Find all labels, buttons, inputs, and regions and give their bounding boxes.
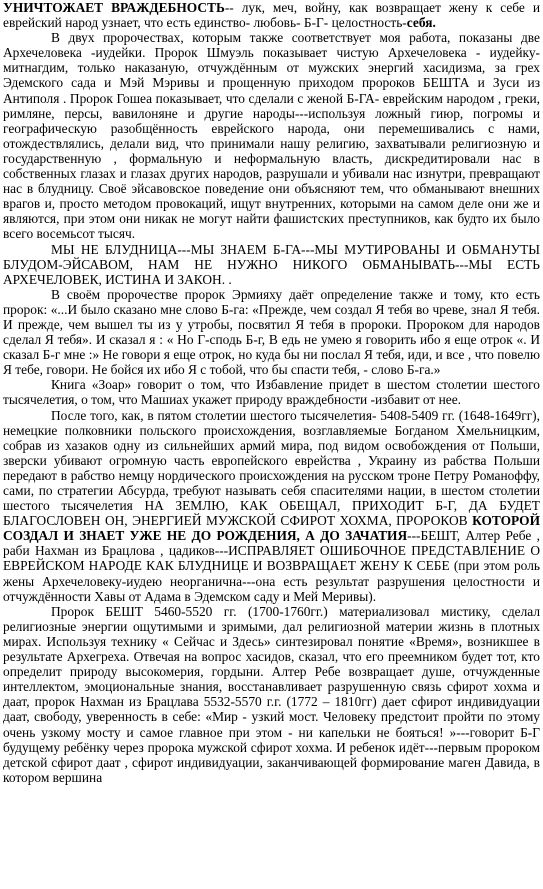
paragraph-6-bold: КОТОРОЙ СОЗДАЛ И ЗНАЕТ УЖЕ НЕ ДО РОЖДЕНИЯ, А ДО ЗАЧАТИЯ (3, 513, 540, 544)
paragraph-6-text: После того, как, в пятом столетии шестого тысячелетия- 5408-5409 гг. (1648-1649гг), немецкие полковники польского происхождения, возглавляемые Богданом Хмельницким, собрав из хазаков одну из сильнейших армий мира, под видом освобождения от Польши, зверски убивают огромную часть европейского еврейства , Украину из рабства Польши передают в рабство немцу нордического происхождения на русском троне Петру Романоффу, сами, по стратегии Абсурда, требуют называть себя спасителями нации, в шестом столетии шестого тысячелетия НА ЗЕМЛЮ, КАК ОБЕЩАЛ, ПРИХОДИТ Б-Г, ДА БУДЕТ БЛАГОСЛОВЕН ОН, ЭНЕРГИЕЙ МУЖСКОЙ СФИРОТ ХОХМА, ПРОРОКОВ (3, 407, 540, 529)
paragraph-5: Книга «Зоар» говорит о том, что Избавление придет в шестом столетии шестого тысячелетия, о том, что Машиах укажет природу враждебности -избавит от нее. (3, 377, 540, 408)
paragraph-1-lead: УНИЧТОЖАЕТ ВРАЖДЕБНОСТЬ (3, 0, 225, 15)
paragraph-7: Пророк БЕШТ 5460-5520 гг. (1700-1760гг.) материализовал мистику, сделал религиозные энергии ощутимыми и зримыми, дал религиозной материи жизнь в плотных мирах. Используя технику « Сейчас и Здесь» синтезировал понятие «Время», возникшее в результате Архегреха. Отвечая на вопрос хасидов, сказал, что его преемником будет тот, кто определит природу высокомерия, гордыни. Алтер Ребе возвращает душе, отчужденные интеллектом, эмоциональные знания, восстанавливает разрушенную связь сфирот хохма и даат, пророк Нахман из Брацлава 5532-5570 г.г. (1772 – 1810гг) дает сфирот индивидуации даат, свободу, уверенность в себе: «Мир - узкий мост. Человеку предстоит пройти по этому очень узкому мосту и самое главное при этом - ни капельки не бояться! »---говорит Б-Г будущему ребёнку через пророка мужской сфирот хохма. И ребенок идёт---первым пророком детской сфирот даат , сфирот индивидуации, заканчивающей формирование маген Давида, в котором вершина (3, 603, 540, 785)
paragraph-3-caps: МЫ НЕ БЛУДНИЦА---МЫ ЗНАЕМ Б-ГА---МЫ МУТИРОВАНЫ И ОБМАНУТЫ БЛУДОМ-ЭЙСАВОМ, НАМ НЕ НУЖНО НИКОГО ОБМАНЫВАТЬ---МЫ ЕСТЬ АРХЕЧЕЛОВЕК, ИСТИНА И ЗАКОН. . (3, 241, 540, 287)
paragraph-6-tail: ---БЕШТ, Алтер Ребе , раби Нахман из Брацлова , цадиков---ИСПРАВЛЯЕТ ОШИБОЧНОЕ ПРЕДСТАВЛЕНИЕ О ЕВРЕЙСКОМ НАРОДЕ КАК БЛУДНИЦЕ И ВОЗВРАЩАЕТ ЖЕНУ К СЕБЕ (при этом роль жены Архечеловеку-иудею неорганична---она есть результат разрушения целостности и отчуждённости Хавы от Адама в Эдемском саду и Мей Меривы). (3, 528, 540, 604)
paragraph-1-text: -- лук, меч, войну, как возвращает жену к себе и еврейский народ узнает, что есть единство- любовь- Б-Г- целостность- (3, 0, 540, 31)
paragraph-2: В двух пророчествах, которым также соответствует моя работа, показаны две Архечеловека -иудейки. Пророк Шмуэль показывает чистую Архечеловека - иудейку-митнагдим, только наказаную, отчуждённым от мужских энергий хасидизма, за грех Эдемского сада и Мэй Мэривы и прощенную приходом пророков БЕШТА и Зуси из Антиполя . Пророк Гошеа показывает, что сделали с женой Б-ГА- еврейским народом , греки, римляне, персы, вавилоняне и другие народы---используя ложный гиюр, погромы и географическую разобщённость еврейского народа, они перемешивались с нами, отождествлялись, делали вид, что принимали нашу религию, захватывали религиозную и государственную , формальную и неформальную власть, дискредитировали нас в собственных глазах и глазах других народов, разрушали и убивали нас изнутри, превращают нас в блудницу. Своё эйсавовское поведение они объясняют тем, что обманывают внешних врагов и, просто методом провокаций, ищут внутренних, которыми на самом деле они же и являются, при этом они никак не могут найти фашистских преступников, как будто их было всего восемьсот тысяч. (3, 30, 540, 242)
paragraph-1-tail: себя. (406, 15, 436, 31)
paragraph-1 (3, 0, 540, 30)
paragraph-6 (3, 408, 540, 604)
paragraph-4: В своём пророчестве пророк Эрмияху даёт определение также и тому, кто есть пророк: «...И было сказано мне слово Б-га: «Прежде, чем создал Я тебя во чреве, знал Я тебя. И прежде, чем вышел ты из у утробы, посвятил Я тебя в пророки. Пророком для народов сделал Я тебя». И сказал я : « Но Г-сподь Б-г, В едь не умею я говорить ибо я еще отрок «. И сказал Б-г мне :» Не говори я еще отрок, но куда бы ни послал Я тебя, иди, и все , что повелю Я тебе, говори. Не бойся их ибо Я с тобой, что бы спасти тебя, - слово Б-га.» (3, 286, 540, 378)
